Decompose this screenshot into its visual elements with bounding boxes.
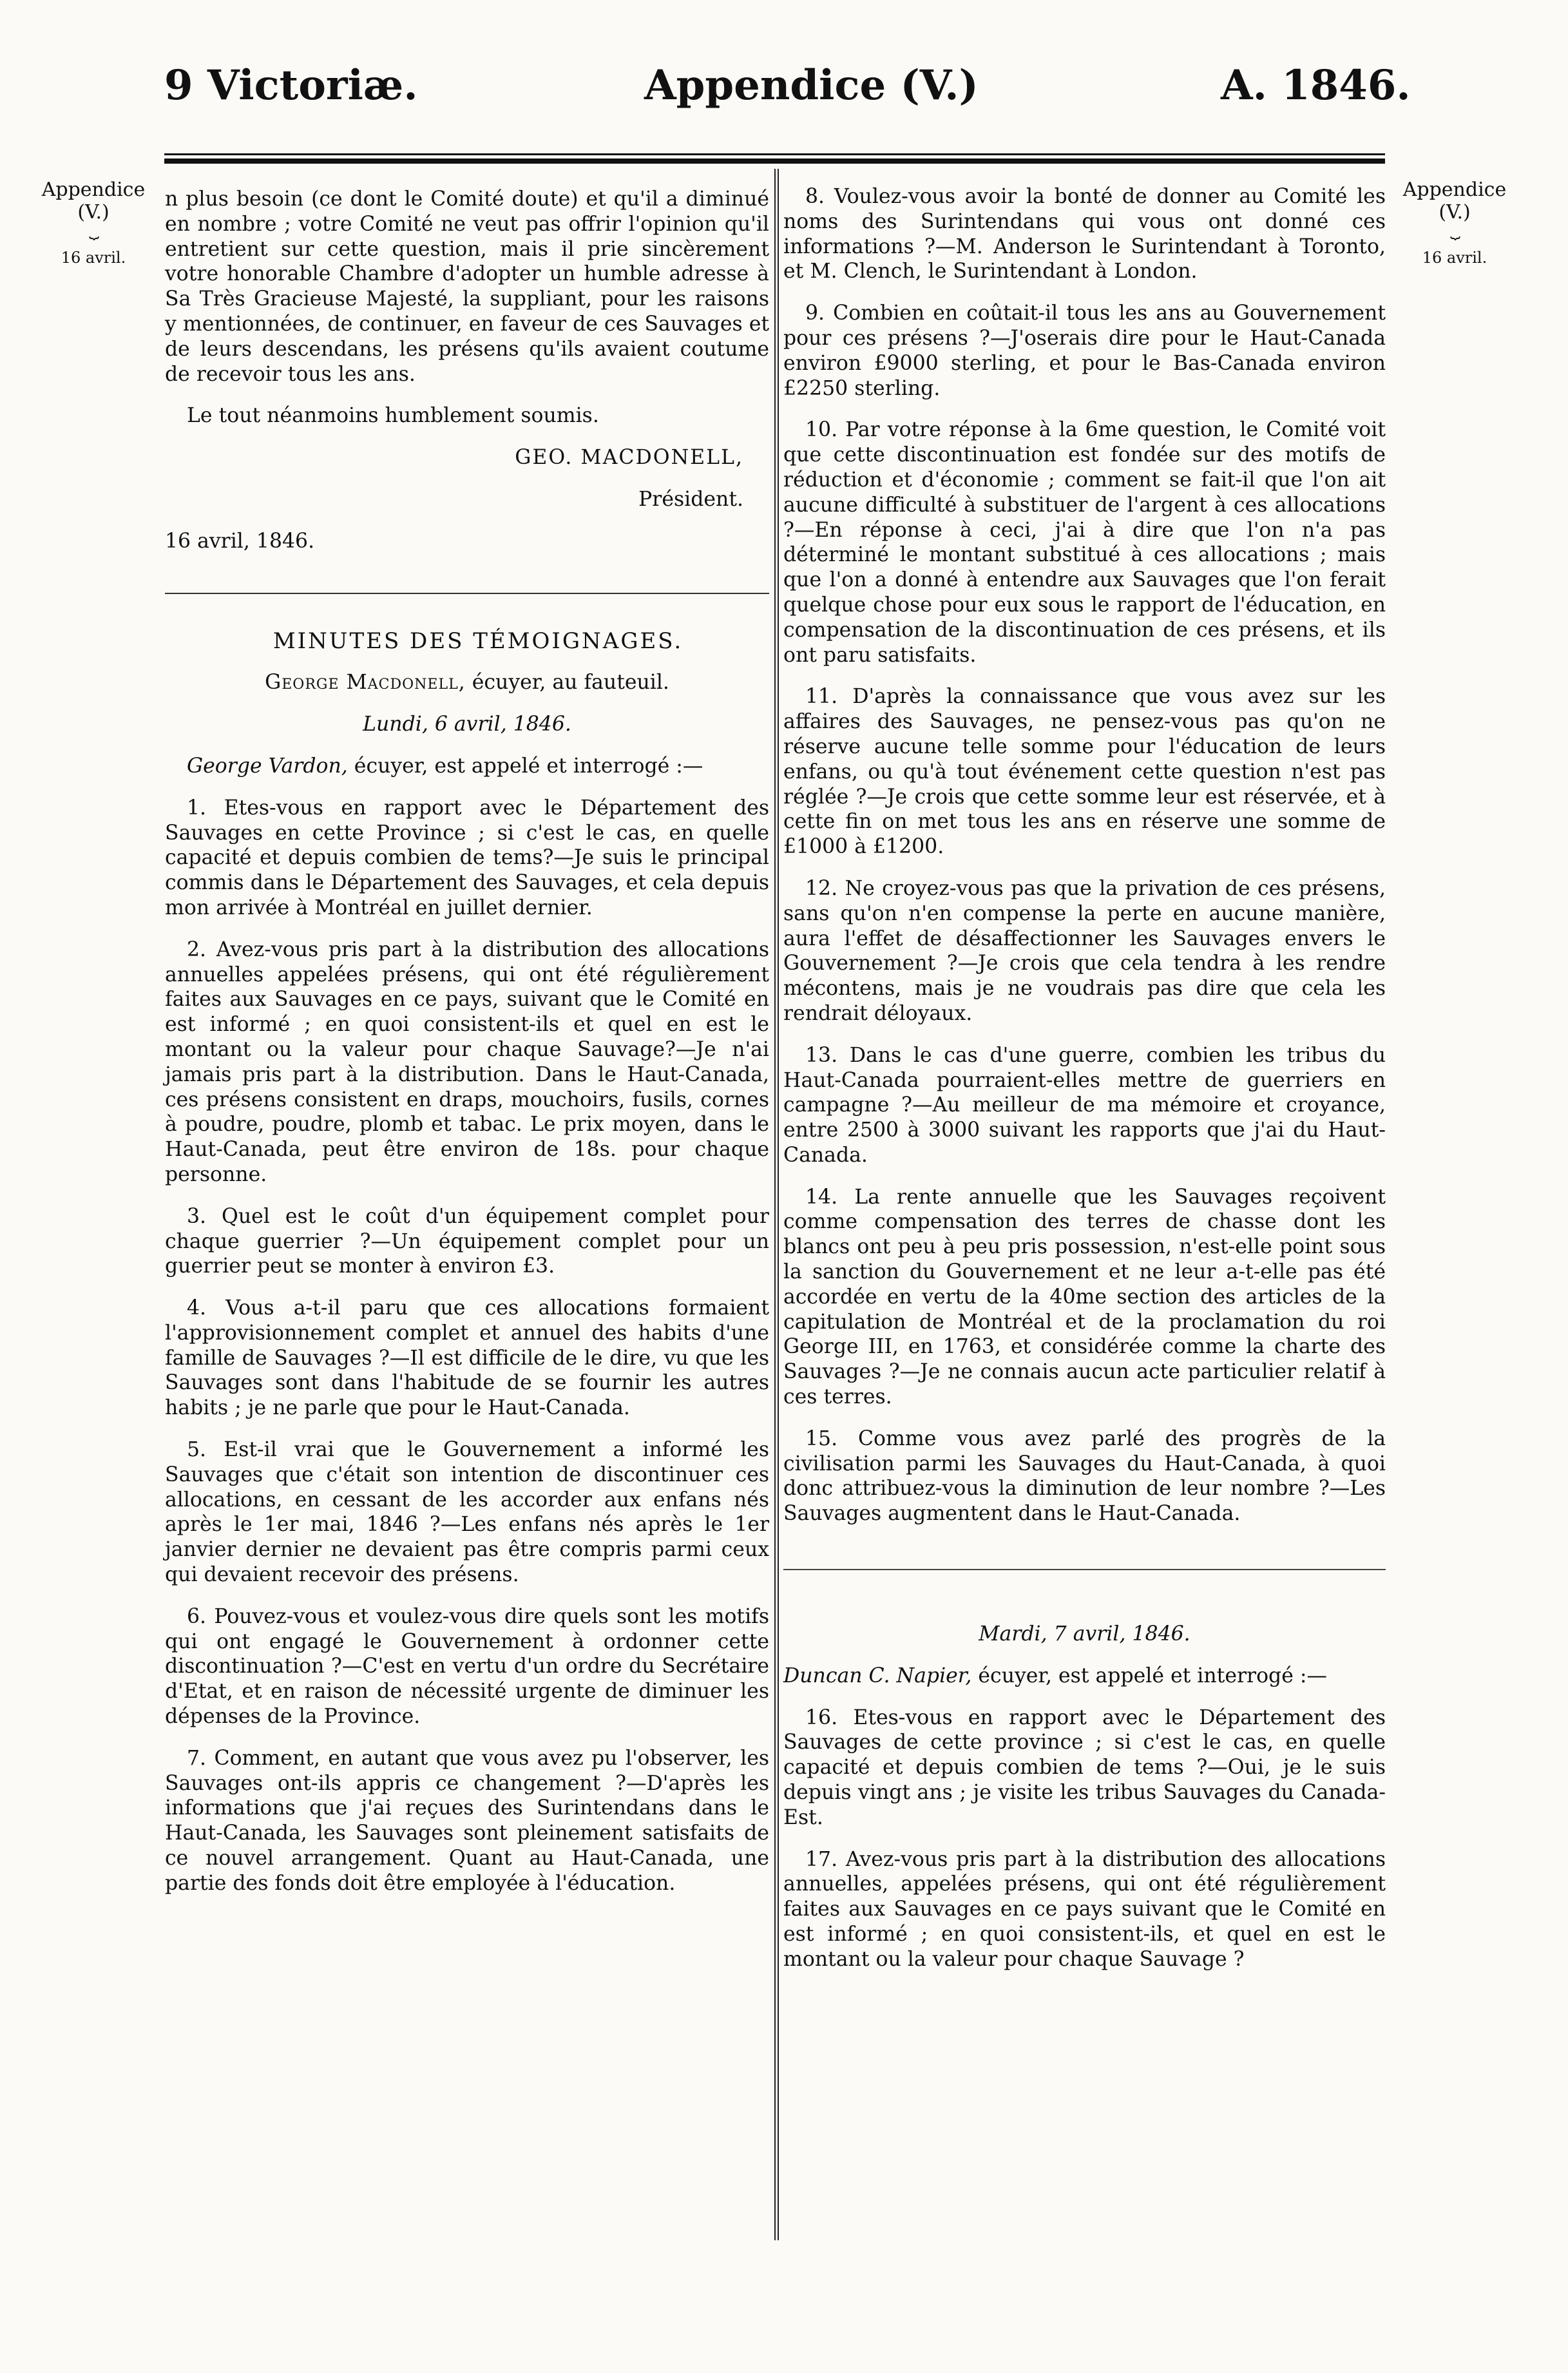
- question-paragraph: 13. Dans le cas d'une guerre, combien les tribus du Haut-Canada pourraient-elles mettre de guerriers en campagne ?—Au meilleur de ma mémoire et croyance, entre 2500 à 3000 suivant les rapports que j'ai du Haut-Canada.: [783, 1043, 1386, 1167]
- question-paragraph: 15. Comme vous avez parlé des progrès de la civilisation parmi les Sauvages du Haut-Canada, à quoi donc attribuez-vous la diminution de leur nombre ?—Les Sauvages augmentent dans le Haut-Canada.: [783, 1427, 1386, 1526]
- question-paragraph: 4. Vous a-t-il paru que ces allocations formaient l'approvisionnement complet et annuel des habits d'une famille de Sauvages ?—Il est difficile de le dire, vu que les Sauvages sont dans l'habitude de se fournir les autres habits ; je ne parle que pour le Haut-Canada.: [165, 1296, 769, 1420]
- section-divider: [783, 1569, 1386, 1570]
- margin-note-code: (V.): [1439, 200, 1471, 224]
- margin-note-right: [1390, 179, 1519, 267]
- margin-note-date: 16 avril.: [61, 248, 126, 267]
- question-paragraph: 14. La rente annuelle que les Sauvages reçoivent comme compensation des terres de chasse dont les blancs ont peu à peu pris possession, n'est-elle point sous la sanction du Gouvernement et ne leur a-t-elle pas été accordée en vertu de la 40me section des articles de la capitulation de Montréal et de la proclamation du roi George III, en 1763, et considérée comme la charte des Sauvages ?—Je ne connais aucun acte particulier relatif à ces terres.: [783, 1185, 1386, 1409]
- question-paragraph: 7. Comment, en autant que vous avez pu l'observer, les Sauvages ont-ils appris ce changement ?—D'après les informations que j'ai reçues des Surintendans dans le Haut-Canada, les Sauvages sont pleinement satisfaits de ce nouvel arrangement. Quant au Haut-Canada, une partie des fonds doit être employée à l'éducation.: [165, 1746, 769, 1895]
- right-column: [783, 184, 1386, 1989]
- signature-title: Président.: [638, 487, 743, 511]
- margin-note-left: [29, 179, 158, 267]
- header-left: 9 Victoriæ.: [164, 61, 418, 110]
- question-paragraph: 3. Quel est le coût d'un équipement complet pour chaque guerrier ?—Un équipement complet pour un guerrier peut se monter à environ £3.: [165, 1204, 769, 1278]
- witness-line: [783, 1664, 1386, 1689]
- chair-name: George Macdonell,: [265, 671, 466, 695]
- session-date: Mardi, 7 avril, 1846.: [979, 1622, 1190, 1646]
- question-paragraph: 8. Voulez-vous avoir la bonté de donner au Comité les noms des Surintendans qui vous ont donné ces informations ?—M. Anderson le Surintendant à Toronto, et M. Clench, le Surintendant à London.: [783, 185, 1386, 283]
- question-paragraph: 17. Avez-vous pris part à la distribution des allocations annuelles, appelées présens, qui ont été régulièrement faites aux Sauvages en ce pays suivant que le Comité en est informé ; en quoi consistent-ils, et quel en est le montant ou la valeur pour chaque Sauvage ?: [783, 1847, 1386, 1971]
- header-right: A. 1846.: [1221, 61, 1411, 110]
- question-paragraph: 12. Ne croyez-vous pas que la privation de ces présens, sans qu'on n'en compense la perte en aucune manière, aura l'effet de désaffectionner les Sauvages envers le Gouvernement ?—Je crois que cela tendra à les rendre mécontens, mais je ne voudrais pas dire que cela les rendrait déloyaux.: [783, 876, 1386, 1025]
- report-date: 16 avril, 1846.: [165, 529, 315, 553]
- session-date: Lundi, 6 avril, 1846.: [363, 713, 571, 736]
- question-paragraph: 11. D'après la connaissance que vous avez sur les affaires des Sauvages, ne pensez-vous pas qu'on ne réserve aucune telle somme pour l'éducation de leurs enfans, ou qu'à tout événement cette question n'est pas réglée ?—Je crois que cette somme leur est réservée, et à cette fin on met tous les ans en réserve une somme de £1000 à £1200.: [783, 685, 1386, 859]
- question-paragraph: 9. Combien en coûtait-il tous les ans au Gouvernement pour ces présens ?—J'oserais dire pour le Haut-Canada environ £9000 sterling, et pour le Bas-Canada environ £2250 sterling.: [783, 302, 1386, 400]
- question-paragraph: 6. Pouvez-vous et voulez-vous dire quels sont les motifs qui ont engagé le Gouvernement à ordonner cette discontinuation ?—C'est en vertu d'un ordre du Secrétaire d'Etat, et en raison de nécessité urgente de diminuer les dépenses de la Province.: [165, 1604, 769, 1729]
- chair-line: [165, 670, 769, 695]
- brace-icon: ⏟: [1450, 220, 1459, 240]
- signature-name: GEO. MACDONELL,: [515, 446, 743, 470]
- question-paragraph: 5. Est-il vrai que le Gouvernement a informé les Sauvages que c'était son intention de discontinuer ces allocations, en cessant de les accorder aux enfans nés après le 1er mai, 1846 ?—Les enfans nés après le 1er janvier dernier ne devaient pas être compris parmi ceux qui devaient recevoir des présens.: [165, 1438, 769, 1587]
- question-paragraph: 1. Etes-vous en rapport avec le Département des Sauvages en cette Province ; si c'est le cas, en quelle capacité et depuis combien de tems?—Je suis le principal commis dans le Département des Sauvages, et cela depuis mon arrivée à Montréal en juillet dernier.: [165, 796, 769, 919]
- margin-note-title: Appendice: [41, 178, 146, 201]
- witness-rest: écuyer, est appelé et interrogé :—: [978, 1664, 1327, 1687]
- left-column: [165, 187, 769, 1913]
- witness-name: George Vardon,: [187, 754, 348, 778]
- question-paragraph: 10. Par votre réponse à la 6me question, le Comité voit que cette discontinuation est fondée sur des motifs de réduction et d'économie ; comment se fait-il que l'on ait aucune difficulté à substituer de l'argent à ces allocations ?—En réponse à ceci, j'ai à dire que l'on n'a pas déterminé le montant substitué à ces allocations ; mais que l'on a donné à entendre aux Sauvages que l'on ferait quelque chose pour eux sous le rapport de l'éducation, en compensation de la discontinuation de ces présens, et ils ont paru satisfaits.: [783, 418, 1386, 667]
- header-center: Appendice (V.): [644, 61, 979, 110]
- column-divider: [774, 169, 776, 2240]
- question-paragraph: 16. Etes-vous en rapport avec le Département des Sauvages de cette province ; si c'est le cas, en quelle capacité et depuis combien de tems ?—Oui, je le suis depuis vingt ans ; je visite les tribus Sauvages du Canada-Est.: [783, 1705, 1386, 1829]
- report-paragraph: n plus besoin (ce dont le Comité doute) et qu'il a diminué en nombre ; votre Comité ne veut pas offrir l'opinion qu'il entretient sur cette question, mais il prie sincèrement votre honorable Chambre d'adopter un humble adresse à Sa Très Gracieuse Majesté, la suppliant, pour les raisons y mentionnées, de continuer, en faveur de ces Sauvages et de leurs descendans, les présens qu'ils avaient coutume de recevoir tous les ans.: [165, 187, 769, 386]
- header-rule-thin: [164, 153, 1385, 155]
- witness-rest: écuyer, est appelé et interrogé :—: [354, 754, 703, 778]
- minutes-heading: MINUTES DES TÉMOIGNAGES.: [272, 628, 684, 654]
- report-closing: Le tout néanmoins humblement soumis.: [187, 404, 599, 428]
- margin-note-title: Appendice: [1402, 178, 1507, 201]
- column-divider: [778, 169, 779, 2240]
- margin-note-code: (V.): [77, 200, 110, 224]
- section-divider: [165, 593, 769, 594]
- witness-name: Duncan C. Napier,: [783, 1664, 972, 1687]
- header-rule-thick: [164, 159, 1385, 164]
- question-paragraph: 2. Avez-vous pris part à la distribution des allocations annuelles appelées présens, qui ont été régulièrement faites aux Sauvages en ce pays, suivant que le Comité en est informé ; en quoi consistent-ils et quel en est le montant ou la valeur pour chaque Sauvage?—Je n'ai jamais pris part à la distribution. Dans le Haut-Canada, ces présens consistent en draps, mouchoirs, fusils, cornes à poudre, poudre, plomb et tabac. Le prix moyen, dans le Haut-Canada, peut être environ de 18s. pour chaque personne.: [165, 937, 769, 1186]
- chair-rest: écuyer, au fauteuil.: [472, 671, 669, 695]
- witness-line: [165, 754, 769, 779]
- margin-note-date: 16 avril.: [1422, 248, 1487, 267]
- brace-icon: ⏟: [89, 220, 98, 240]
